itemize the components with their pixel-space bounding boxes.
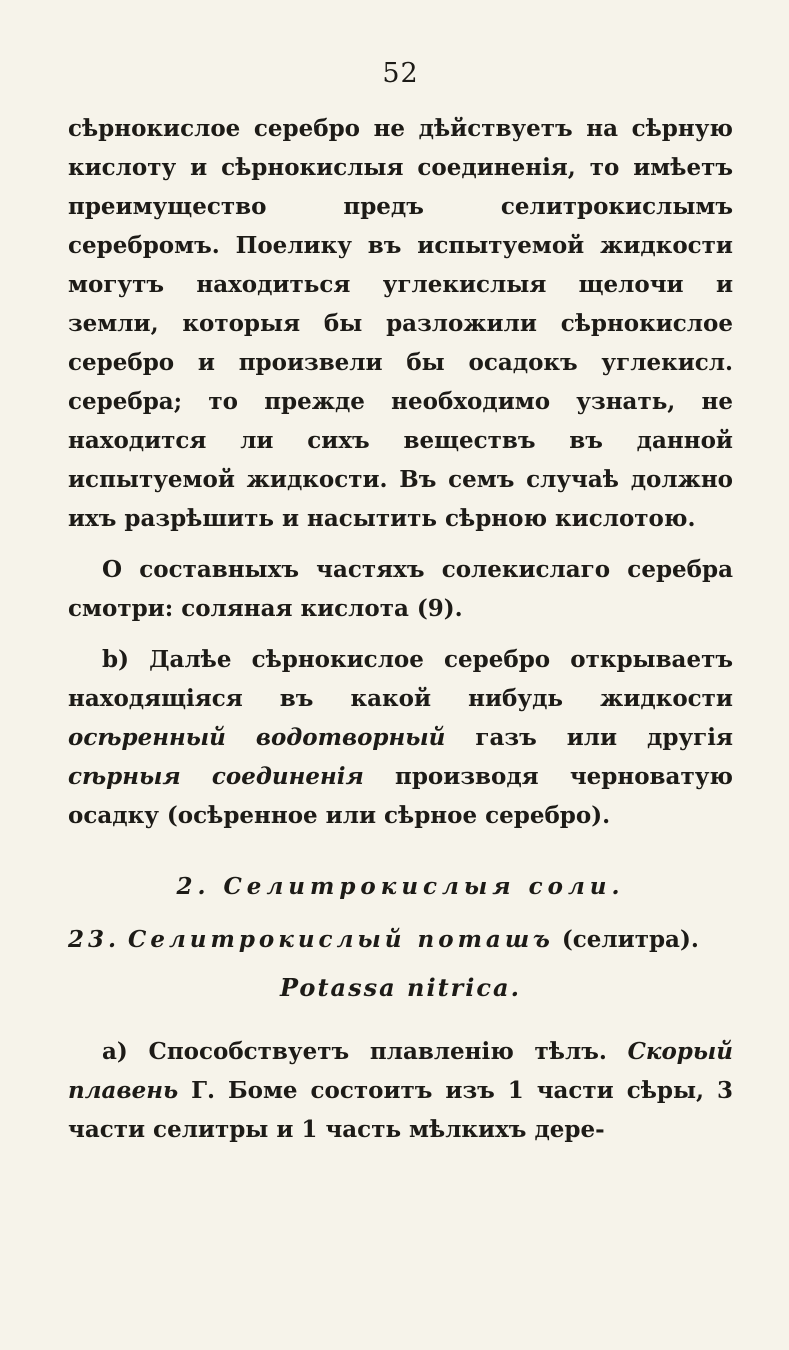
section-23-number: 23. [68,926,121,953]
paragraph-3-lead: b) Далѣе сѣрнокислое серебро открываетъ находящіяся въ какой нибудь жидкости [68,646,733,712]
paragraph-4 [68,1032,733,1149]
paragraph-4-italic: Скорый плавень [68,1038,733,1104]
section-23-title [68,920,733,959]
section-23-title-normal: (селитра). [553,926,699,953]
paragraph-3-italic-1: осѣренный водотворный [68,724,446,751]
paragraph-3-mid: газъ или другія [445,724,733,751]
body-text-2 [68,1032,733,1149]
body-text [68,109,733,835]
section-23-title-italic: Селитрокислый поташъ [128,926,554,953]
section-heading: 2. Селитрокислыя соли. [176,873,625,900]
paragraph-3-tail: производя черноватую осадку (осѣренное или сѣрное серебро). [68,763,733,829]
paragraph-3 [68,640,733,835]
paragraph-3-italic-2: сѣрныя соединенія [68,763,364,790]
page-number: 52 [382,58,419,89]
paragraph-2: О составныхъ частяхъ солекислаго серебра смотри: соляная кислота (9). [68,556,733,622]
paragraph-4-lead: a) Способствуетъ плавленію тѣлъ. [102,1038,628,1065]
paragraph-4-tail: Г. Боме состоитъ изъ 1 части сѣры, 3 части селитры и 1 часть мѣлкихъ дере- [68,1077,733,1143]
latin-name: Potassa nitrica. [280,973,521,1002]
paragraph-1: сѣрнокислое серебро не дѣйствуетъ на сѣрную кислоту и сѣрнокислыя соединенія, то имѣетъ преимущество предъ селитрокислымъ серебромъ. Поелику въ испытуемой жидкости могутъ находиться углекислыя щелочи и земли, которыя бы разложили сѣрнокислое серебро и произвели бы осадокъ углекисл. серебра; то прежде необходимо узнать, не находится ли сихъ веществъ въ данной испытуемой жидкости. Въ семъ случаѣ должно ихъ разрѣшить и насытить сѣрною кислотою. [68,115,733,532]
